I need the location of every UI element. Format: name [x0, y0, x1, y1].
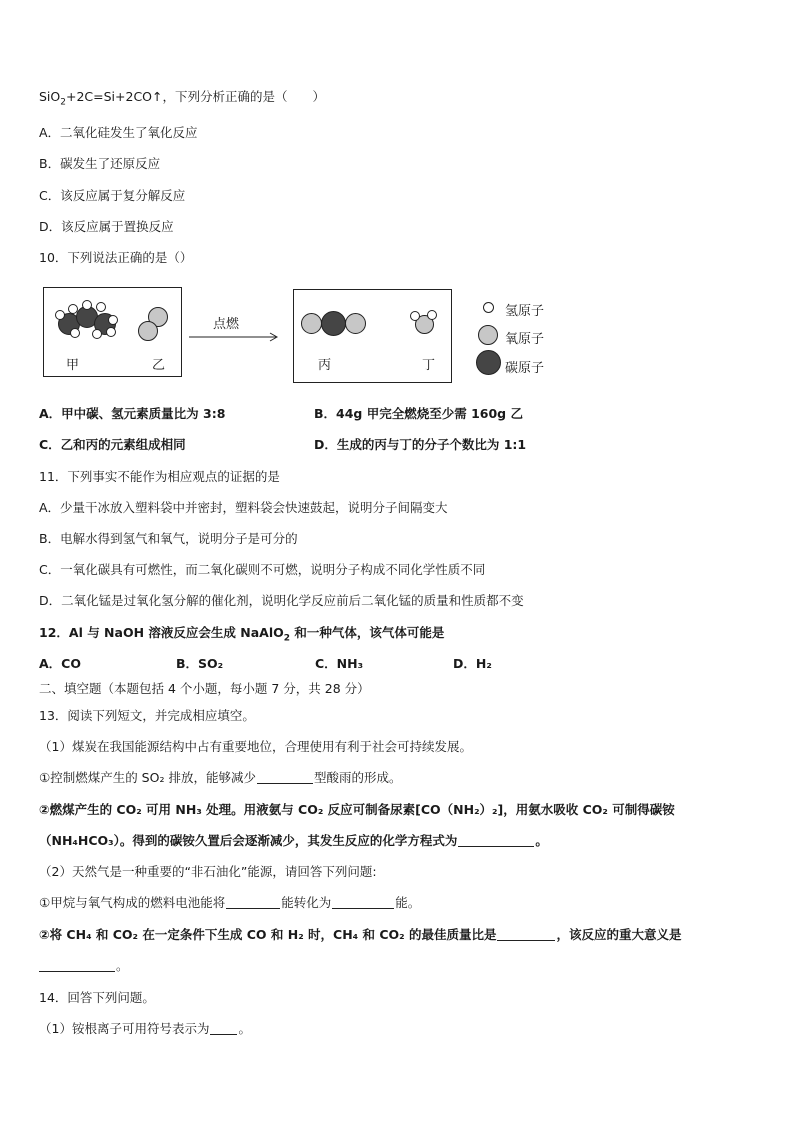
section-heading: 二、填空题（本题包括 4 个小题，每小题 7 分，共 28 分） — [39, 681, 370, 696]
q13-p2-text: ①控制燃煤产生的 SO₂ 排放，能够减少 — [39, 770, 256, 785]
q13-p4-text: （NH₄HCO₃）。得到的碳铵久置后会逐渐减少，其发生反应的化学方程式为 — [39, 833, 458, 848]
q13-paragraph-6 — [39, 895, 420, 911]
q9-option-a[interactable]: A．二氧化硅发生了氧化反应 — [39, 125, 198, 140]
answer-blank[interactable] — [226, 896, 280, 909]
hydrogen-atom — [55, 310, 65, 320]
q13-p2-text-end: 型酸雨的形成。 — [313, 770, 402, 785]
q13-paragraph-2 — [39, 770, 401, 786]
q10-option-b[interactable]: B．44g 甲完全燃烧至少需 160g 乙 — [314, 406, 523, 421]
q9-stem — [39, 89, 325, 108]
oxygen-legend-icon — [478, 325, 498, 345]
q14-stem: 14．回答下列问题。 — [39, 990, 155, 1005]
hydrogen-atom — [106, 327, 116, 337]
answer-blank[interactable] — [257, 771, 313, 784]
q13-p4-text-end: 。 — [535, 833, 548, 848]
hydrogen-atom — [410, 311, 420, 321]
carbon-atom — [321, 311, 346, 336]
q12-stem-part: 12．Al 与 NaOH 溶液反应会生成 NaAlO — [39, 625, 284, 640]
q9-option-d[interactable]: D．该反应属于置换反应 — [39, 219, 174, 234]
q13-paragraph-4 — [39, 833, 548, 849]
q11-option-c[interactable]: C．一氧化碳具有可燃性，而二氧化碳则不可燃，说明分子构成不同化学性质不同 — [39, 562, 486, 577]
hydrogen-atom — [108, 315, 118, 325]
q12-option-c[interactable]: C．NH₃ — [315, 656, 364, 671]
q13-p6-text-end: 能。 — [395, 895, 421, 910]
q9-formula-rest: +2C=Si+2CO↑，下列分析正确的是（ ） — [65, 89, 325, 104]
q10-option-c[interactable]: C．乙和丙的元素组成相同 — [39, 437, 186, 452]
hydrogen-atom — [68, 304, 78, 314]
oxygen-atom — [301, 313, 322, 334]
q13-paragraph-1: （1）煤炭在我国能源结构中占有重要地位，合理使用有利于社会可持续发展。 — [39, 739, 472, 754]
q12-option-d[interactable]: D．H₂ — [453, 656, 492, 671]
answer-blank[interactable] — [39, 959, 115, 972]
q13-p6-text: ①甲烷与氧气构成的燃料电池能将 — [39, 895, 226, 910]
hydrogen-atom — [82, 300, 92, 310]
oxygen-atom — [138, 321, 158, 341]
q9-option-b[interactable]: B．碳发生了还原反应 — [39, 156, 161, 171]
answer-blank[interactable] — [210, 1022, 237, 1035]
q9-formula-subscript: 2 — [60, 97, 66, 108]
q12-stem — [39, 625, 445, 644]
q11-option-d[interactable]: D．二氧化锰是过氧化氢分解的催化剂，说明化学反应前后二氧化锰的质量和性质都不变 — [39, 593, 524, 608]
q12-option-b[interactable]: B．SO₂ — [176, 656, 224, 671]
products-box — [293, 289, 452, 383]
q12-stem-subscript: 2 — [283, 633, 290, 644]
q13-p7-text-end: ，该反应的重大意义是 — [556, 927, 682, 942]
legend-oxygen: 氧原子 — [505, 332, 545, 347]
legend-carbon: 碳原子 — [505, 361, 545, 376]
q13-p7-text: ②将 CH₄ 和 CO₂ 在一定条件下生成 CO 和 H₂ 时，CH₄ 和 CO₂ 的最佳质量比是 — [39, 927, 497, 942]
q13-paragraph-8 — [39, 958, 129, 974]
q10-option-a[interactable]: A．甲中碳、氢元素质量比为 3:8 — [39, 406, 226, 421]
q11-stem: 11．下列事实不能作为相应观点的证据的是 — [39, 469, 280, 484]
q14-p1-text-end: 。 — [238, 1021, 251, 1036]
q14-p1-text: （1）铵根离子可用符号表示为 — [39, 1021, 210, 1036]
q13-paragraph-3: ②燃煤产生的 CO₂ 可用 NH₃ 处理。用液氨与 CO₂ 反应可制备尿素[CO（NH₂）₂]，用氨水吸收 CO₂ 可制得碳铵 — [39, 802, 675, 817]
q13-stem: 13．阅读下列短文，并完成相应填空。 — [39, 708, 255, 723]
legend-hydrogen: 氢原子 — [505, 304, 545, 319]
oxygen-atom — [345, 313, 366, 334]
hydrogen-atom — [70, 328, 80, 338]
q13-p8-text-end: 。 — [116, 958, 129, 973]
q11-option-b[interactable]: B．电解水得到氢气和氧气，说明分子是可分的 — [39, 531, 298, 546]
q11-option-a[interactable]: A．少量干冰放入塑料袋中并密封，塑料袋会快速鼓起，说明分子间隔变大 — [39, 500, 448, 515]
reaction-arrow-icon — [188, 331, 280, 343]
answer-blank[interactable] — [458, 834, 534, 847]
hydrogen-atom — [427, 310, 437, 320]
label-jia: 甲 — [66, 358, 80, 373]
hydrogen-atom — [92, 329, 102, 339]
q13-paragraph-5: （2）天然气是一种重要的“非石油化”能源，请回答下列问题: — [39, 864, 377, 879]
q12-stem-rest: 和一种气体，该气体可能是 — [290, 625, 445, 640]
q9-formula-part: SiO — [39, 89, 61, 104]
answer-blank[interactable] — [332, 896, 394, 909]
label-yi: 乙 — [152, 358, 166, 373]
hydrogen-legend-icon — [483, 302, 494, 313]
carbon-legend-icon — [476, 350, 501, 375]
hydrogen-atom — [96, 302, 106, 312]
arrow-label: 点燃 — [213, 317, 240, 332]
q13-paragraph-7 — [39, 927, 681, 943]
q12-option-a[interactable]: A．CO — [39, 656, 81, 671]
q13-p6-text-mid: 能转化为 — [281, 895, 332, 910]
label-ding: 丁 — [422, 358, 436, 373]
q10-option-d[interactable]: D．生成的丙与丁的分子个数比为 1:1 — [314, 437, 527, 452]
answer-blank[interactable] — [497, 928, 555, 941]
q9-option-c[interactable]: C．该反应属于复分解反应 — [39, 188, 186, 203]
q10-stem: 10．下列说法正确的是（） — [39, 250, 193, 265]
q14-paragraph-1 — [39, 1021, 251, 1037]
label-bing: 丙 — [318, 358, 332, 373]
reactants-box — [43, 287, 182, 377]
